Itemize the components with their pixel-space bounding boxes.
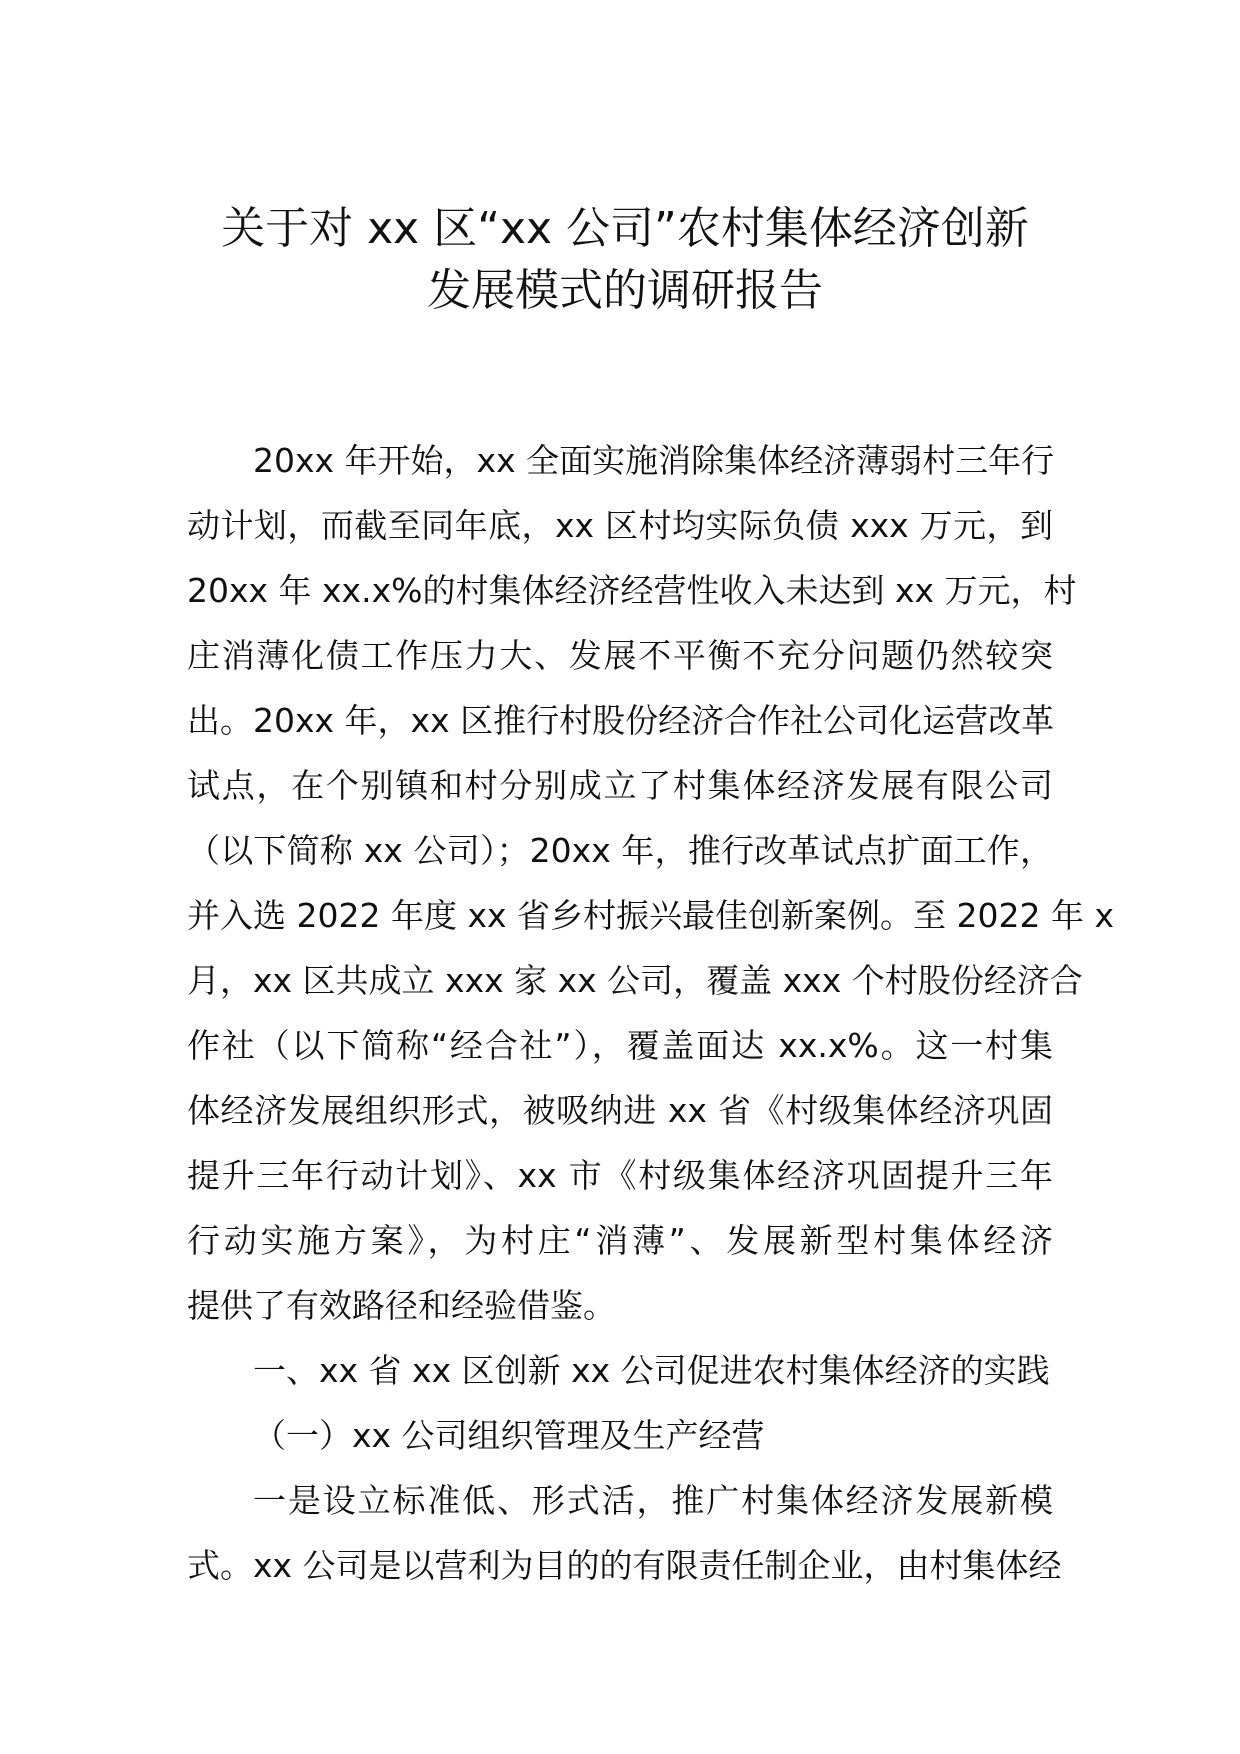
paragraph-practice [187, 1468, 1062, 1598]
text-line: 提升三年行动计划》、xx 市《村级集体经济巩固提升三年 [187, 1156, 1053, 1195]
title-line-2: 发展模式的调研报告 [427, 265, 823, 316]
text-line: 并入选 2022 年度 xx 省乡村振兴最佳创新案例。至 2022 年 x [187, 896, 1114, 935]
text-line: 式。xx 公司是以营利为目的的有限责任制企业，由村集体经 [187, 1546, 1062, 1585]
text-line: 行动实施方案》，为村庄“消薄”、发展新型村集体经济 [187, 1221, 1053, 1260]
text-line: 20xx 年 xx.x%的村集体经济经营性收入未达到 xx 万元，村 [187, 571, 1077, 610]
paragraph-intro [187, 428, 1114, 1338]
text-line: 提供了有效路径和经验借鉴。 [187, 1286, 616, 1325]
section-heading: 一、xx 省 xx 区创新 xx 公司促进农村集体经济的实践 [253, 1351, 1050, 1390]
text-line: 体经济发展组织形式，被吸纳进 xx 省《村级集体经济巩固 [187, 1091, 1053, 1130]
text-line: （以下简称 xx 公司）；20xx 年，推行改革试点扩面工作， [187, 831, 1053, 870]
text-line: 20xx 年开始，xx 全面实施消除集体经济薄弱村三年行 [253, 441, 1055, 480]
text-line: 试点，在个别镇和村分别成立了村集体经济发展有限公司 [187, 766, 1053, 805]
text-line: 一是设立标准低、形式活，推广村集体经济发展新模 [253, 1481, 1053, 1520]
subsection-heading: （一）xx 公司组织管理及生产经营 [253, 1416, 765, 1455]
text-line: 月，xx 区共成立 xxx 家 xx 公司，覆盖 xxx 个村股份经济合 [187, 961, 1083, 1000]
text-line: 动计划，而截至同年底，xx 区村均实际负债 xxx 万元，到 [187, 506, 1053, 545]
text-line: 庄消薄化债工作压力大、发展不平衡不充分问题仍然较突 [187, 636, 1053, 675]
text-line: 作社（以下简称“经合社”），覆盖面达 xx.x%。这一村集 [187, 1026, 1053, 1065]
document-body [187, 428, 1114, 1598]
title-line-1: 关于对 xx 区“xx 公司”农村集体经济创新 [221, 203, 1029, 254]
text-line: 出。20xx 年，xx 区推行村股份经济合作社公司化运营改革 [187, 701, 1055, 740]
document-title [150, 198, 1100, 322]
